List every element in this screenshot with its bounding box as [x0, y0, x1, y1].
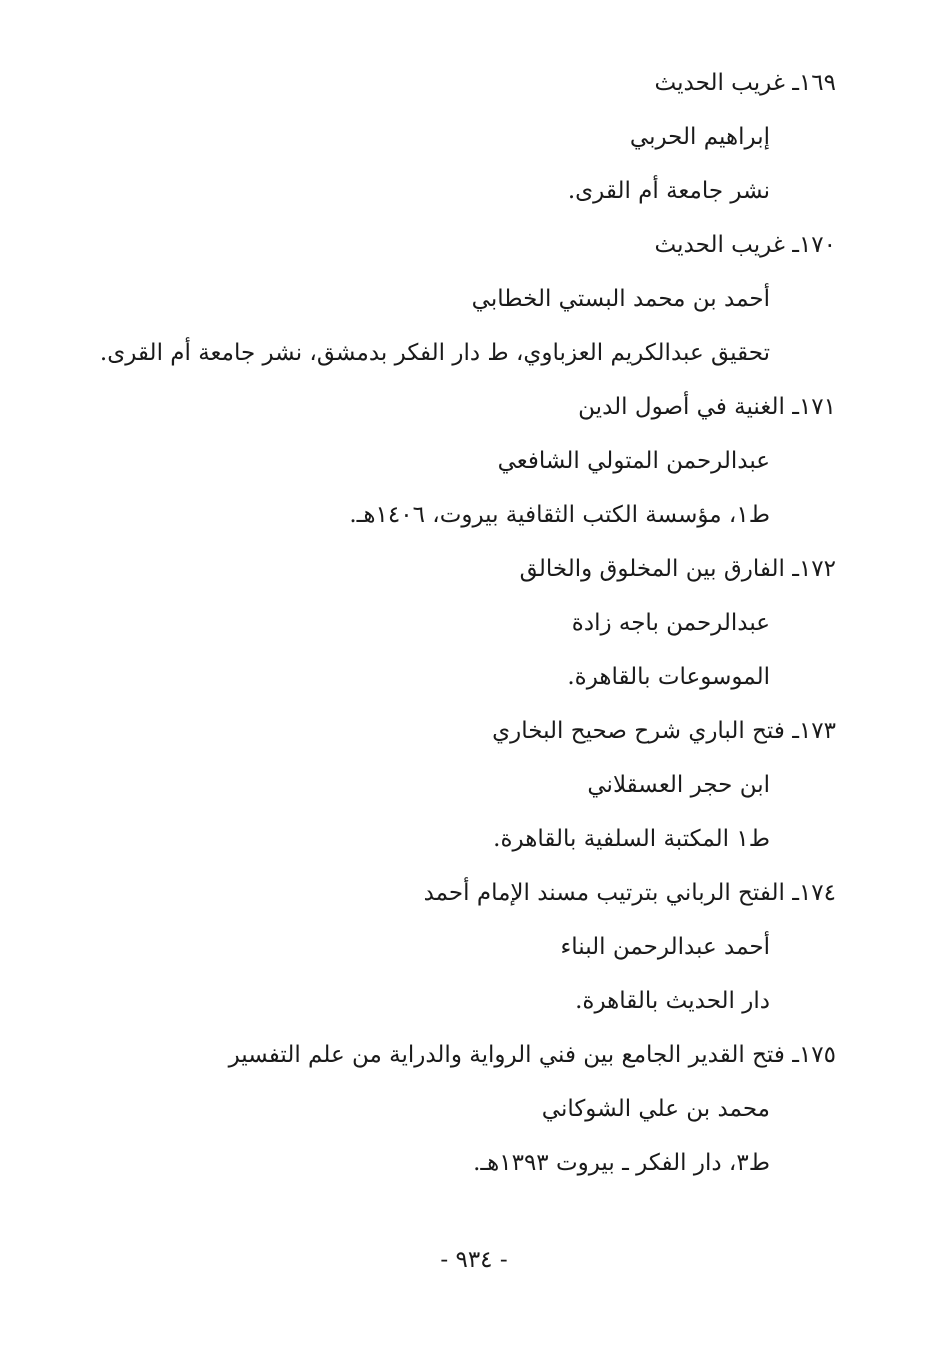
- entry-author: عبدالرحمن باجه زادة: [571, 610, 770, 636]
- entry-title: الغنية في أصول الدين: [578, 394, 785, 420]
- entry-title: فتح الباري شرح صحيح البخاري: [492, 718, 785, 744]
- entry-title: الفتح الرباني بترتيب مسند الإمام أحمد: [423, 880, 785, 906]
- page-number: - ٩٣٤ -: [440, 1247, 508, 1273]
- entry-heading: [76, 1028, 836, 1082]
- entry-title: غريب الحديث: [654, 70, 785, 96]
- entry-author: عبدالرحمن المتولي الشافعي: [497, 448, 770, 474]
- bibliography-entry: [76, 866, 836, 1028]
- entry-heading: [76, 56, 836, 110]
- entry-heading: [76, 866, 836, 920]
- entry-author: إبراهيم الحربي: [629, 124, 770, 150]
- entry-author: ابن حجر العسقلاني: [587, 772, 770, 798]
- entry-author: أحمد بن محمد البستي الخطابي: [471, 286, 770, 312]
- entry-publication: ط١ المكتبة السلفية بالقاهرة.: [493, 826, 770, 852]
- entry-heading: [76, 704, 836, 758]
- entry-number: ١٧١ـ: [792, 394, 836, 420]
- entry-publication: دار الحديث بالقاهرة.: [575, 988, 770, 1014]
- entry-publication: الموسوعات بالقاهرة.: [567, 664, 770, 690]
- entry-number: ١٧٥ـ: [792, 1042, 836, 1068]
- bibliography-entry: [76, 380, 836, 542]
- entry-heading: [76, 218, 836, 272]
- entry-title: فتح القدير الجامع بين فني الرواية والدراية من علم التفسير: [228, 1042, 785, 1068]
- entry-number: ١٧٣ـ: [792, 718, 836, 744]
- bibliography-list: [76, 56, 836, 1190]
- entry-title: غريب الحديث: [654, 232, 785, 258]
- entry-author: أحمد عبدالرحمن البناء: [560, 934, 770, 960]
- entry-publication: نشر جامعة أم القرى.: [567, 178, 770, 204]
- bibliography-entry: [76, 56, 836, 218]
- entry-heading: [76, 542, 836, 596]
- bibliography-entry: [76, 542, 836, 704]
- entry-publication: تحقيق عبدالكريم العزباوي، ط دار الفكر بدمشق، نشر جامعة أم القرى.: [99, 340, 770, 366]
- entry-number: ١٧٢ـ: [792, 556, 836, 582]
- entry-publication: ط١، مؤسسة الكتب الثقافية بيروت، ١٤٠٦هـ.: [349, 502, 770, 528]
- entry-number: ١٦٩ـ: [792, 70, 836, 96]
- bibliography-entry: [76, 1028, 836, 1190]
- entry-title: الفارق بين المخلوق والخالق: [519, 556, 785, 582]
- entry-author: محمد بن علي الشوكاني: [541, 1096, 770, 1122]
- bibliography-entry: [76, 704, 836, 866]
- entry-number: ١٧٤ـ: [792, 880, 836, 906]
- bibliography-entry: [76, 218, 836, 380]
- entry-number: ١٧٠ـ: [792, 232, 836, 258]
- entry-heading: [76, 380, 836, 434]
- entry-publication: ط٣، دار الفكر ـ بيروت ١٣٩٣هـ.: [473, 1150, 770, 1176]
